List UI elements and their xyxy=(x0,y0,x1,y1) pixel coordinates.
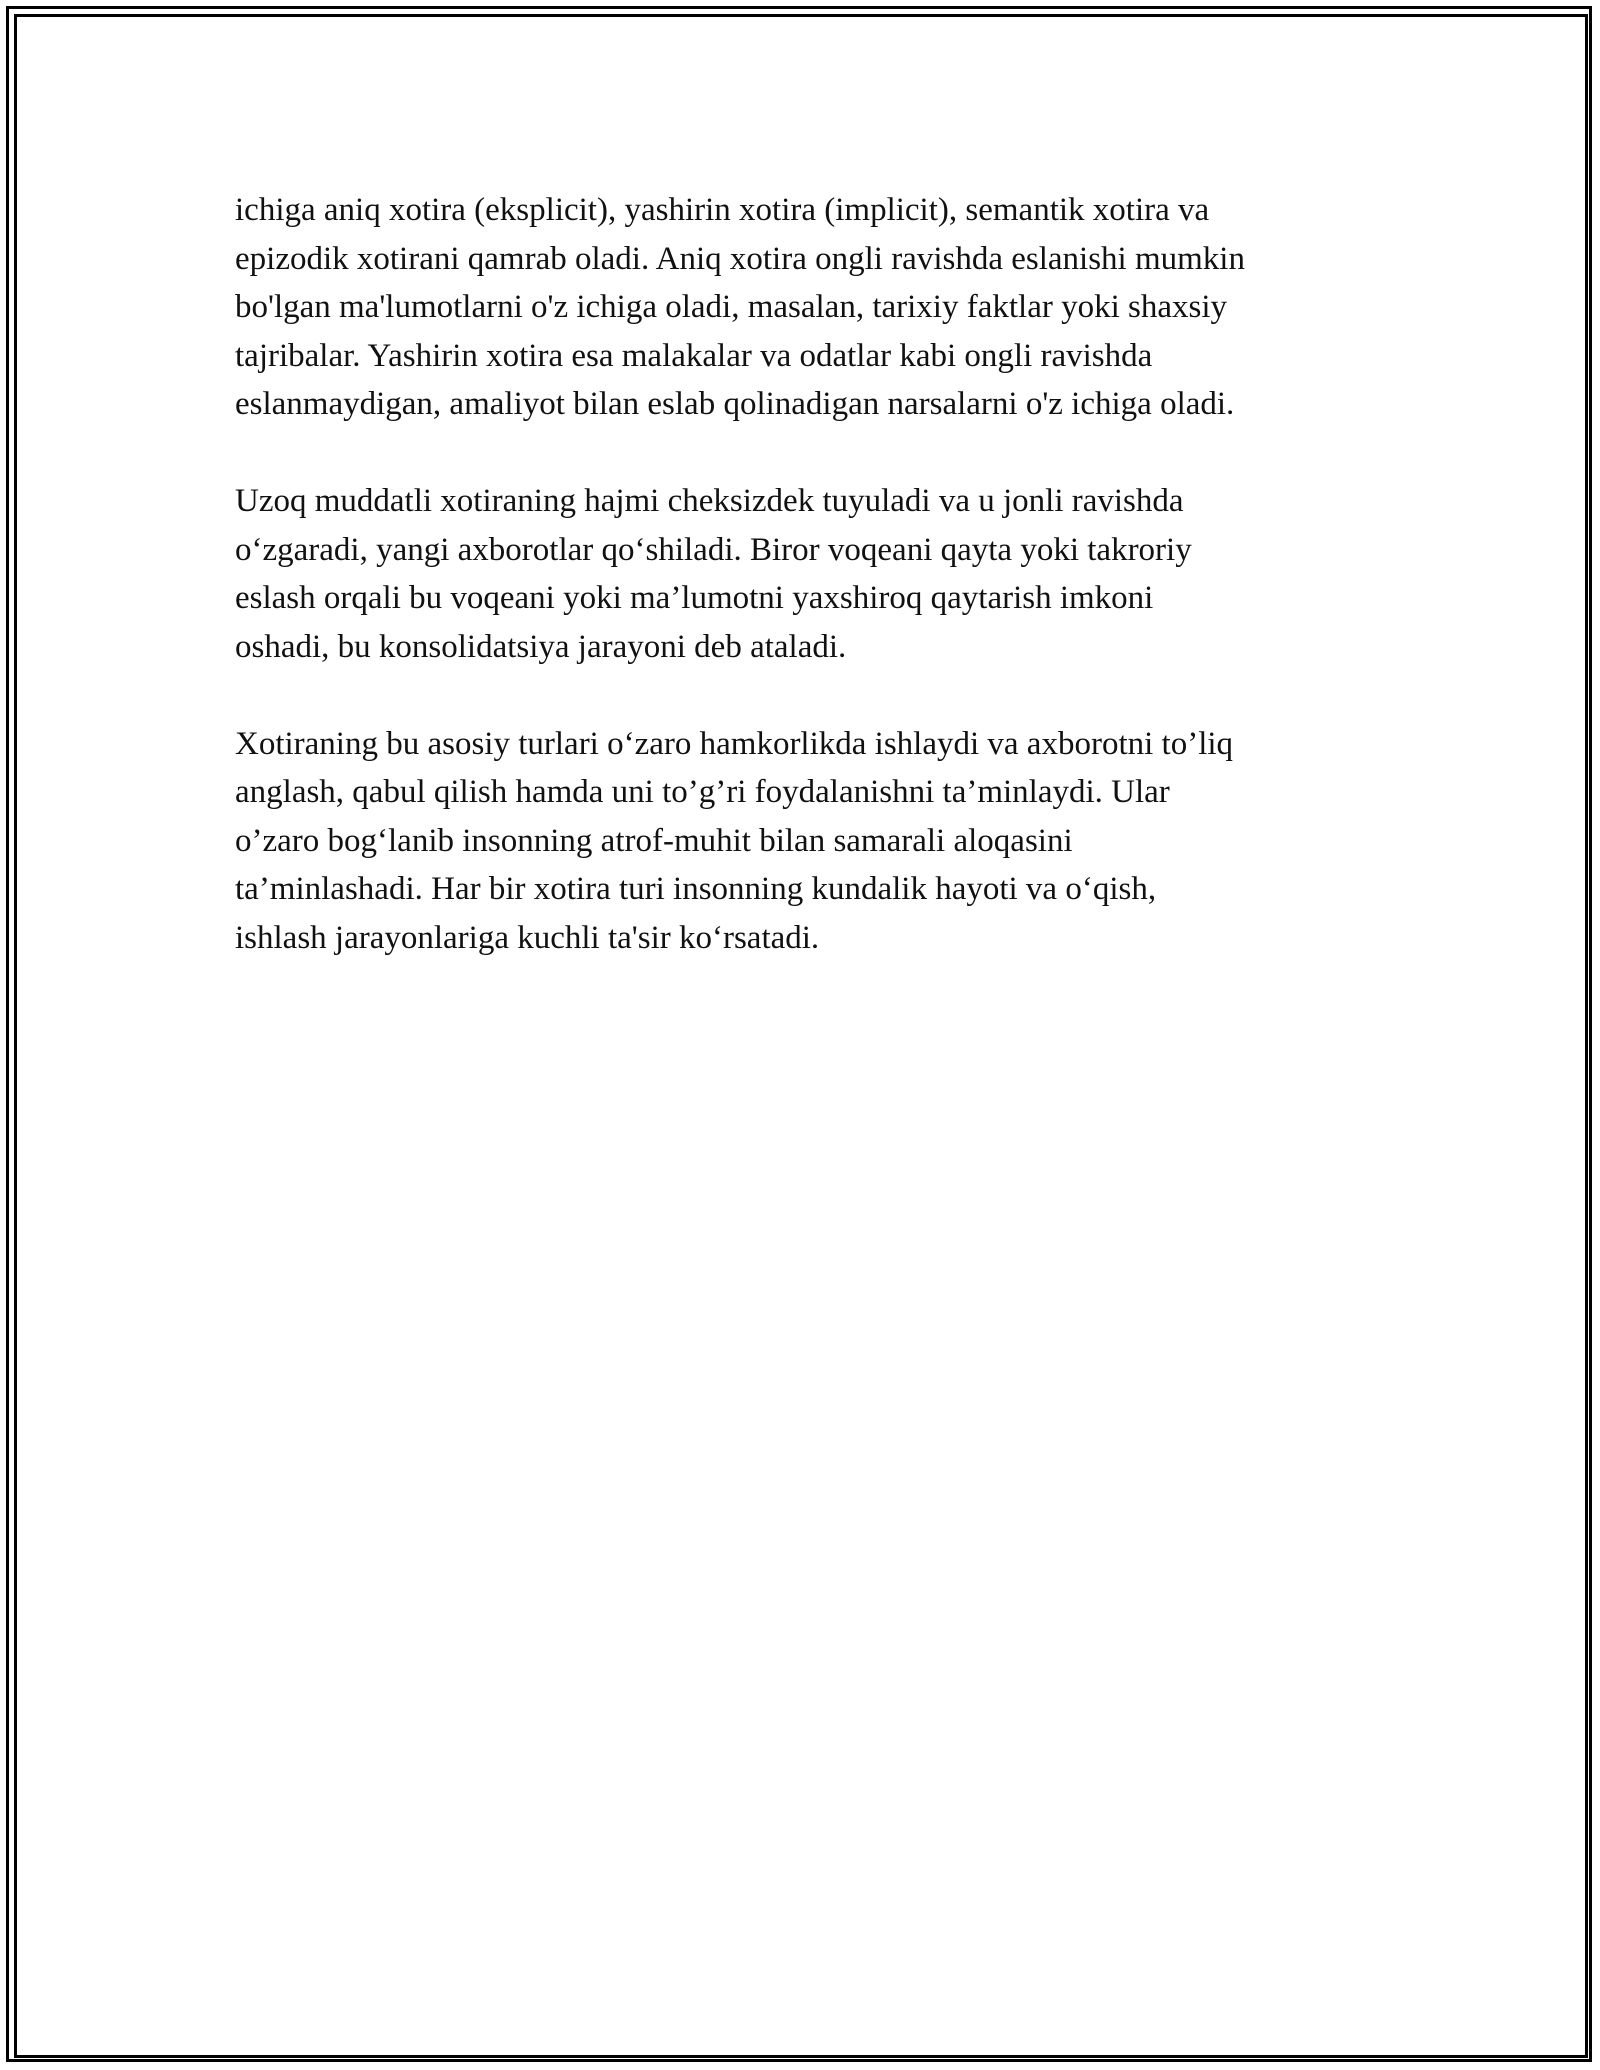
document-body xyxy=(235,186,1385,1011)
paragraph-2: Uzoq muddatli xotiraning hajmi cheksizdek tuyuladi va u jonli ravishda o‘zgaradi, yangi axborotlar qo‘shiladi. Biror voqeani qayta yoki takroriy eslash orqali bu voqeani yoki ma’lumotni yaxshiroq qaytarish imkoni oshadi, bu konsolidatsiya jarayoni deb ataladi. xyxy=(235,483,1192,665)
paragraph-1: ichiga aniq xotira (eksplicit), yashirin xotira (implicit), semantik xotira va epizodik xotirani qamrab oladi. Aniq xotira ongli ravishda eslanishi mumkin bo'lgan ma'lumotlarni o'z ichiga oladi, masalan, tarixiy faktlar yoki shaxsiy tajribalar. Yashirin xotira esa malakalar va odatlar kabi ongli ravishda eslanmaydigan, amaliyot bilan eslab qolinadigan narsalarni o'z ichiga oladi. xyxy=(235,192,1245,422)
paragraph-3: Xotiraning bu asosiy turlari o‘zaro hamkorlikda ishlaydi va axborotni to’liq anglash, qabul qilish hamda uni to’g’ri foydalanishni ta’minlaydi. Ular o’zaro bog‘lanib insonning atrof-muhit bilan samarali aloqasini ta’minlashadi. Har bir xotira turi insonning kundalik hayoti va o‘qish, ishlash jarayonlariga kuchli ta'sir ko‘rsatadi. xyxy=(235,725,1234,956)
